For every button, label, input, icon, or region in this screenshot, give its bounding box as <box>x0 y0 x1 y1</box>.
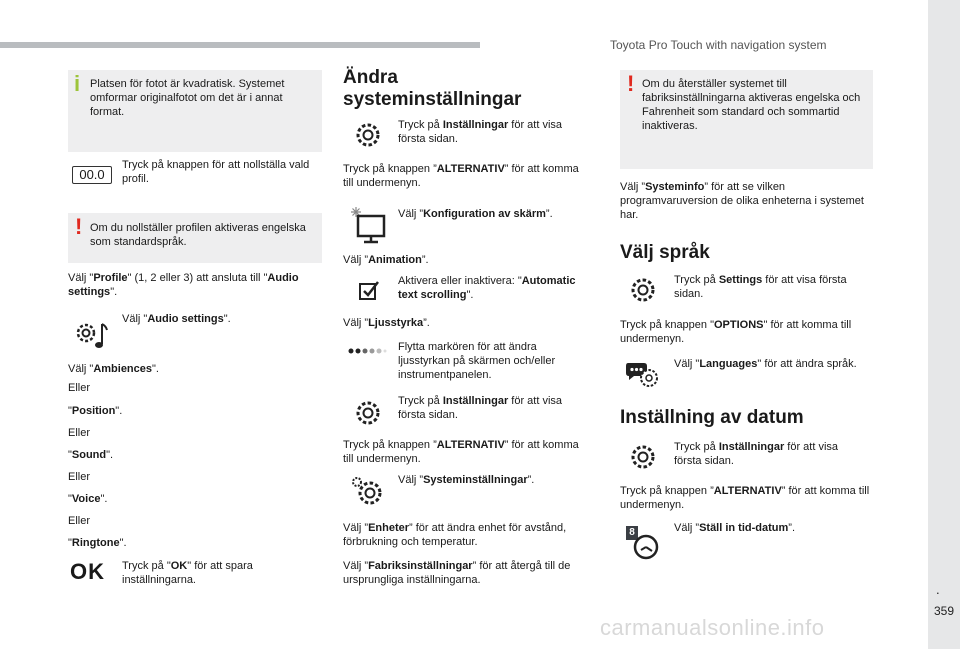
ambiences-text: Välj "Ambiences". <box>68 363 159 375</box>
or-text: Eller <box>68 382 91 394</box>
step-system-settings: Välj ”Systeminställningar”. <box>398 474 535 486</box>
step-open-settings-2: Tryck på Inställningar för att visa första sidan. <box>398 395 563 421</box>
step-move-cursor: Flytta markören för att ändra ljusstyrkan på skärmen och/eller instrumentpanelen. <box>398 341 556 381</box>
settings-music-icon <box>72 316 112 354</box>
step-animation: Välj ”Animation”. <box>343 254 429 266</box>
step-set-date-time: Välj ”Ställ in tid-datum”. <box>674 522 796 534</box>
step-options-date: Tryck på knappen ”ALTERNATIV” för att komma till undermenyn. <box>620 485 870 511</box>
info-icon: i <box>74 71 81 96</box>
page-edge-band <box>928 0 960 649</box>
settings-gear-icon <box>628 442 658 472</box>
step-open-settings: Tryck på Inställningar för att visa första sidan. <box>398 119 563 145</box>
reset-counter-label: 00.0 <box>79 167 105 182</box>
step-open-settings-lang: Tryck på Settings för att visa första sidan. <box>674 274 847 300</box>
step-options-2: Tryck på knappen ”ALTERNATIV” för att komma till undermenyn. <box>343 439 579 465</box>
section-title-system-settings: Ändra systeminställningar <box>343 67 522 110</box>
step-languages: Välj "Languages" för att ändra språk. <box>674 358 857 370</box>
section-title-date: Inställning av datum <box>620 407 804 428</box>
checkbox-icon <box>358 279 380 301</box>
audio-settings-text: Välj "Audio settings". <box>122 313 231 325</box>
system-settings-gears-icon <box>350 475 386 509</box>
step-units: Välj ”Enheter” för att ändra enhet för avstånd, förbrukning och temperatur. <box>343 522 567 548</box>
step-factory-reset: Välj ”Fabriksinställningar” för att återgå till de ursprungliga inställningarna. <box>343 560 571 586</box>
languages-icon <box>624 359 660 389</box>
watermark: carmanualsonline.info <box>600 615 825 640</box>
warning-icon: ! <box>75 214 83 239</box>
warning-box <box>68 213 322 263</box>
reset-counter-icon <box>72 166 112 184</box>
clock-icon <box>630 531 660 561</box>
settings-gear-icon <box>353 120 383 150</box>
step-options-lang: Tryck på knappen "OPTIONS" för att komma till undermenyn. <box>620 319 852 345</box>
position-text: "Position". <box>68 405 123 417</box>
ok-icon: OK <box>70 559 105 584</box>
sysinfo-text: Välj ”Systeminfo” för att se vilken programvaruversion de olika enheterna i systemet har. <box>620 181 864 221</box>
warning-box-text: Om du återställer systemet till fabriksinställningarna aktiveras engelska och Fahrenheit som standard och sommartid inaktiveras. <box>642 78 861 132</box>
info-box <box>68 70 322 152</box>
ringtone-text: "Ringtone". <box>68 537 127 549</box>
reset-text: Tryck på knappen för att nollställa vald profil. <box>122 159 310 185</box>
step-screen-config: Välj ”Konfiguration av skärm”. <box>398 208 553 220</box>
running-header: Toyota Pro Touch with navigation system <box>610 38 827 52</box>
step-brightness: Välj ”Ljusstyrka”. <box>343 317 430 329</box>
voice-text: "Voice". <box>68 493 108 505</box>
info-box-text: Platsen för fotot är kvadratisk. Systemet omformar originalfotot om det är i annat format. <box>90 78 285 118</box>
screen-config-icon <box>348 204 388 244</box>
or-text: Eller <box>68 515 91 527</box>
step-auto-scroll: Aktivera eller inaktivera: "Automatic text scrolling". <box>398 275 576 301</box>
warning-icon: ! <box>627 71 635 96</box>
settings-gear-icon <box>353 398 383 428</box>
chapter-badge: 8 <box>626 526 638 540</box>
step-open-settings-date: Tryck på Inställningar för att visa första sidan. <box>674 441 839 467</box>
page-number: 359 <box>933 604 955 618</box>
warning-box-text: Om du nollställer profilen aktiveras engelska som standardspråk. <box>90 222 306 248</box>
page-dot: . <box>936 582 940 597</box>
section-title-language: Välj språk <box>620 242 710 263</box>
warning-box <box>620 70 873 169</box>
slider-dots-icon <box>347 346 387 356</box>
select-profile-text: Välj "Profile" (1, 2 eller 3) att ansluta till "Audio settings". <box>68 272 299 298</box>
step-options: Tryck på knappen ”ALTERNATIV” för att komma till undermenyn. <box>343 163 579 189</box>
header-rule <box>0 42 480 48</box>
sound-text: "Sound". <box>68 449 114 461</box>
ok-save-text: Tryck på "OK" för att spara inställningarna. <box>122 560 253 586</box>
or-text: Eller <box>68 471 91 483</box>
or-text: Eller <box>68 427 91 439</box>
settings-gear-icon <box>628 275 658 305</box>
